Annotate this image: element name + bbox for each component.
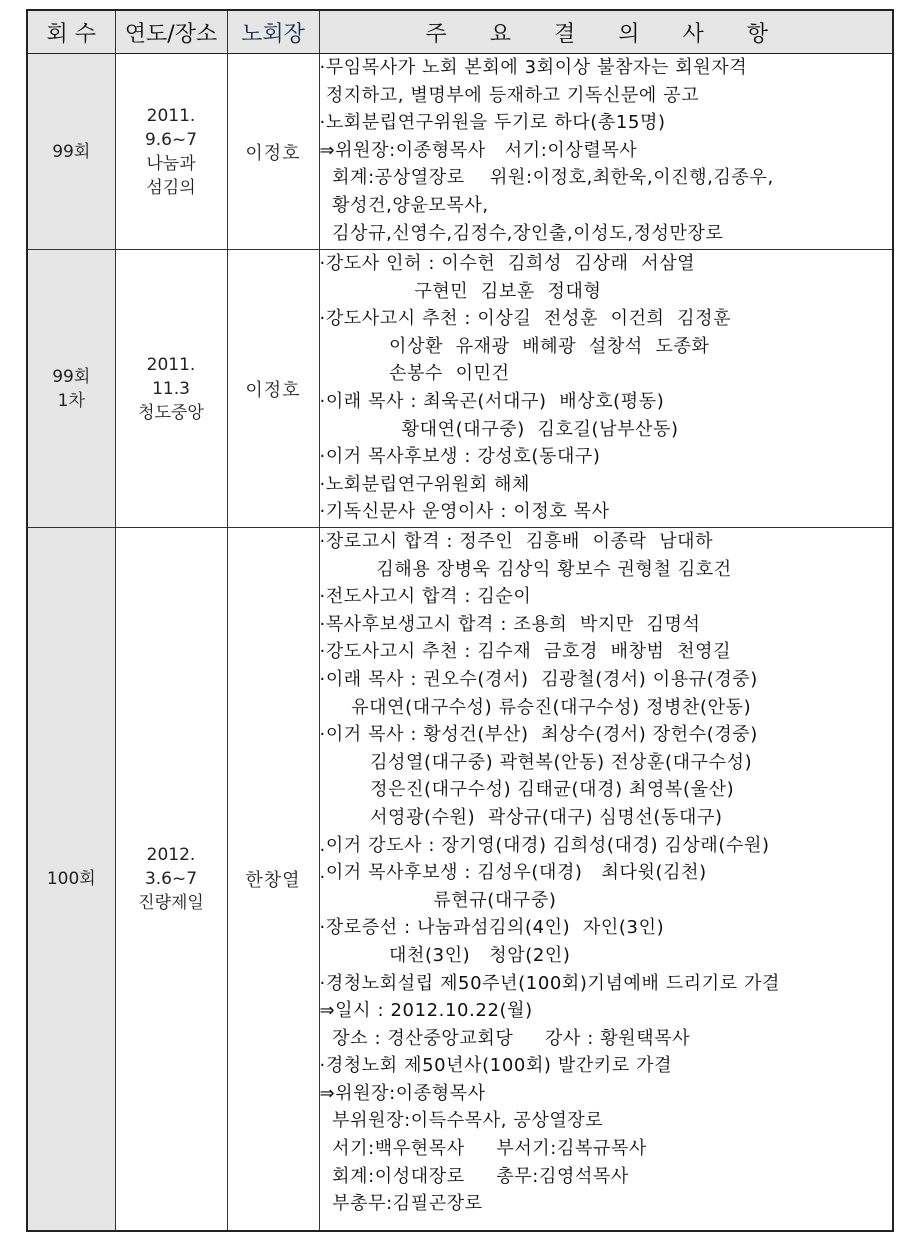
session-text: 99회 <box>52 366 91 387</box>
table-row <box>27 54 893 250</box>
decision-line: 김성열(대구중) 곽현복(안동) 전상훈(대구수성) <box>319 751 753 773</box>
decision-line: .이거 목사후보생 : 김성우(대경) 최다윗(김천) <box>319 862 707 884</box>
date-place-cell <box>115 528 227 1231</box>
date-place-text: 2012. <box>146 844 196 865</box>
decision-line: 대천(3인) 청암(2인) <box>319 944 571 966</box>
chair-cell: 이정호 <box>227 250 319 528</box>
decision-line: ·이래 목사 : 최욱곤(서대구) 배상호(평동) <box>319 390 665 412</box>
decision-line: ·이거 목사 : 황성건(부산) 최상수(경서) 장헌수(경중) <box>319 724 758 746</box>
header-decisions: 주 요 결 의 사 항 <box>319 10 893 54</box>
header-date-place: 연도/장소 <box>115 10 227 54</box>
date-place-text: 섬김의 <box>146 177 196 198</box>
chair-cell: 한창열 <box>227 528 319 1231</box>
decision-line: ·목사후보생고시 합격 : 조용희 박지만 김명석 <box>319 613 701 635</box>
decision-line: 정지하고, 별명부에 등재하고 기독신문에 공고 <box>319 84 700 106</box>
date-place-text: 2011. <box>146 105 196 126</box>
decision-line: ·무임목사가 노회 본회에 3회이상 불참자는 회원자격 <box>319 57 748 78</box>
decision-line: ⇒일시 : 2012.10.22(월) <box>319 1000 533 1022</box>
decision-line: 정은진(대구수성) 김태균(대경) 최영복(울산) <box>319 779 735 801</box>
decision-line: ⇒위원장:이종형목사 서기:이상렬목사 <box>319 139 638 161</box>
decision-line: ·노회분립연구위원을 두기로 하다(총15명) <box>319 112 666 134</box>
decision-line: 서기:백우현목사 부서기:김복규목사 <box>319 1138 647 1160</box>
decisions-cell <box>319 54 893 250</box>
decision-line: ·전도사고시 합격 : 김순이 <box>319 586 532 608</box>
session-text: 1차 <box>57 390 85 411</box>
session-cell <box>27 54 115 250</box>
decision-line: 손봉수 이민건 <box>319 363 510 385</box>
decision-line: 황성건,양윤모목사, <box>319 194 489 216</box>
decision-line: ·강도사고시 추천 : 이상길 전성훈 이건희 김정훈 <box>319 308 732 330</box>
decision-line: 회계:이성대장로 총무:김영석목사 <box>319 1165 629 1187</box>
date-place-cell <box>115 54 227 250</box>
decision-line: ·경청노회 제50년사(100회) 발간키로 가결 <box>319 1055 673 1077</box>
decision-line: ·경청노회설립 제50주년(100회)기념예배 드리기로 가결 <box>319 972 781 994</box>
decision-line: 황대연(대구중) 김호길(남부산동) <box>319 418 679 440</box>
table-row <box>27 528 893 1231</box>
decision-line: ·이거 목사후보생 : 강성호(동대구) <box>319 446 601 468</box>
decision-line: 장소 : 경산중앙교회당 강사 : 황원택목사 <box>319 1027 691 1049</box>
decision-line: ·강도사 인허 : 이수헌 김희성 김상래 서삼열 <box>319 253 696 274</box>
date-place-text: 청도중앙 <box>138 402 204 423</box>
date-place-text: 나눔과 <box>146 153 196 174</box>
decision-line: ·기독신문사 운영이사 : 이정호 목사 <box>319 501 610 523</box>
decision-line: 회계:공상열장로 위원:이정호,최한욱,이진행,김종우, <box>319 167 774 189</box>
decision-line: 부위원장:이득수목사, 공상열장로 <box>319 1110 604 1132</box>
minutes-table <box>26 9 894 1232</box>
table-body <box>27 54 893 1231</box>
decision-line: ·노회분립연구위원회 해체 <box>319 473 531 495</box>
decision-line: ·이래 목사 : 권오수(경서) 김광철(경서) 이용규(경중) <box>319 668 758 690</box>
header-row <box>27 10 893 54</box>
decision-line: ·강도사고시 추천 : 김수재 금호경 배창범 천영길 <box>319 641 732 663</box>
decision-line: ·장로증선 : 나눔과섬김의(4인) 자인(3인) <box>319 917 665 939</box>
table-row <box>27 250 893 528</box>
date-place-text: 11.3 <box>152 378 190 399</box>
date-place-text: 9.6~7 <box>144 129 198 150</box>
session-text: 99회 <box>52 141 91 162</box>
decision-line: .이거 강도사 : 장기영(대경) 김희성(대경) 김상래(수원) <box>319 834 770 856</box>
header-session: 회 수 <box>27 10 115 54</box>
session-text: 100회 <box>46 868 96 889</box>
decisions-cell <box>319 250 893 528</box>
decision-line: 류현규(대구중) <box>319 889 557 911</box>
header-chair: 노회장 <box>227 10 319 54</box>
decision-line: ·장로고시 합격 : 정주인 김흥배 이종락 남대하 <box>319 531 714 552</box>
decisions-cell <box>319 528 893 1231</box>
session-cell <box>27 528 115 1231</box>
decision-line: ⇒위원장:이종형목사 <box>319 1082 486 1104</box>
date-place-cell <box>115 250 227 528</box>
date-place-text: 2011. <box>146 354 196 375</box>
decision-line: 김해용 장병욱 김상익 황보수 권형철 김호건 <box>319 558 732 580</box>
decision-line: 서영광(수원) 곽상규(대구) 심명선(동대구) <box>319 806 723 828</box>
decision-line: 부총무:김필곤장로 <box>319 1193 483 1215</box>
chair-cell: 이정호 <box>227 54 319 250</box>
session-cell <box>27 250 115 528</box>
decision-line: 구현민 김보훈 정대형 <box>319 280 602 302</box>
decision-line: 유대연(대구수성) 류승진(대구수성) 정병찬(안동) <box>319 696 752 718</box>
decision-line: 김상규,신영수,김정수,장인출,이성도,정성만장로 <box>319 222 724 244</box>
date-place-text: 진량제일 <box>138 892 204 913</box>
date-place-text: 3.6~7 <box>144 868 198 889</box>
decision-line: 이상환 유재광 배혜광 설창석 도종화 <box>319 335 710 357</box>
